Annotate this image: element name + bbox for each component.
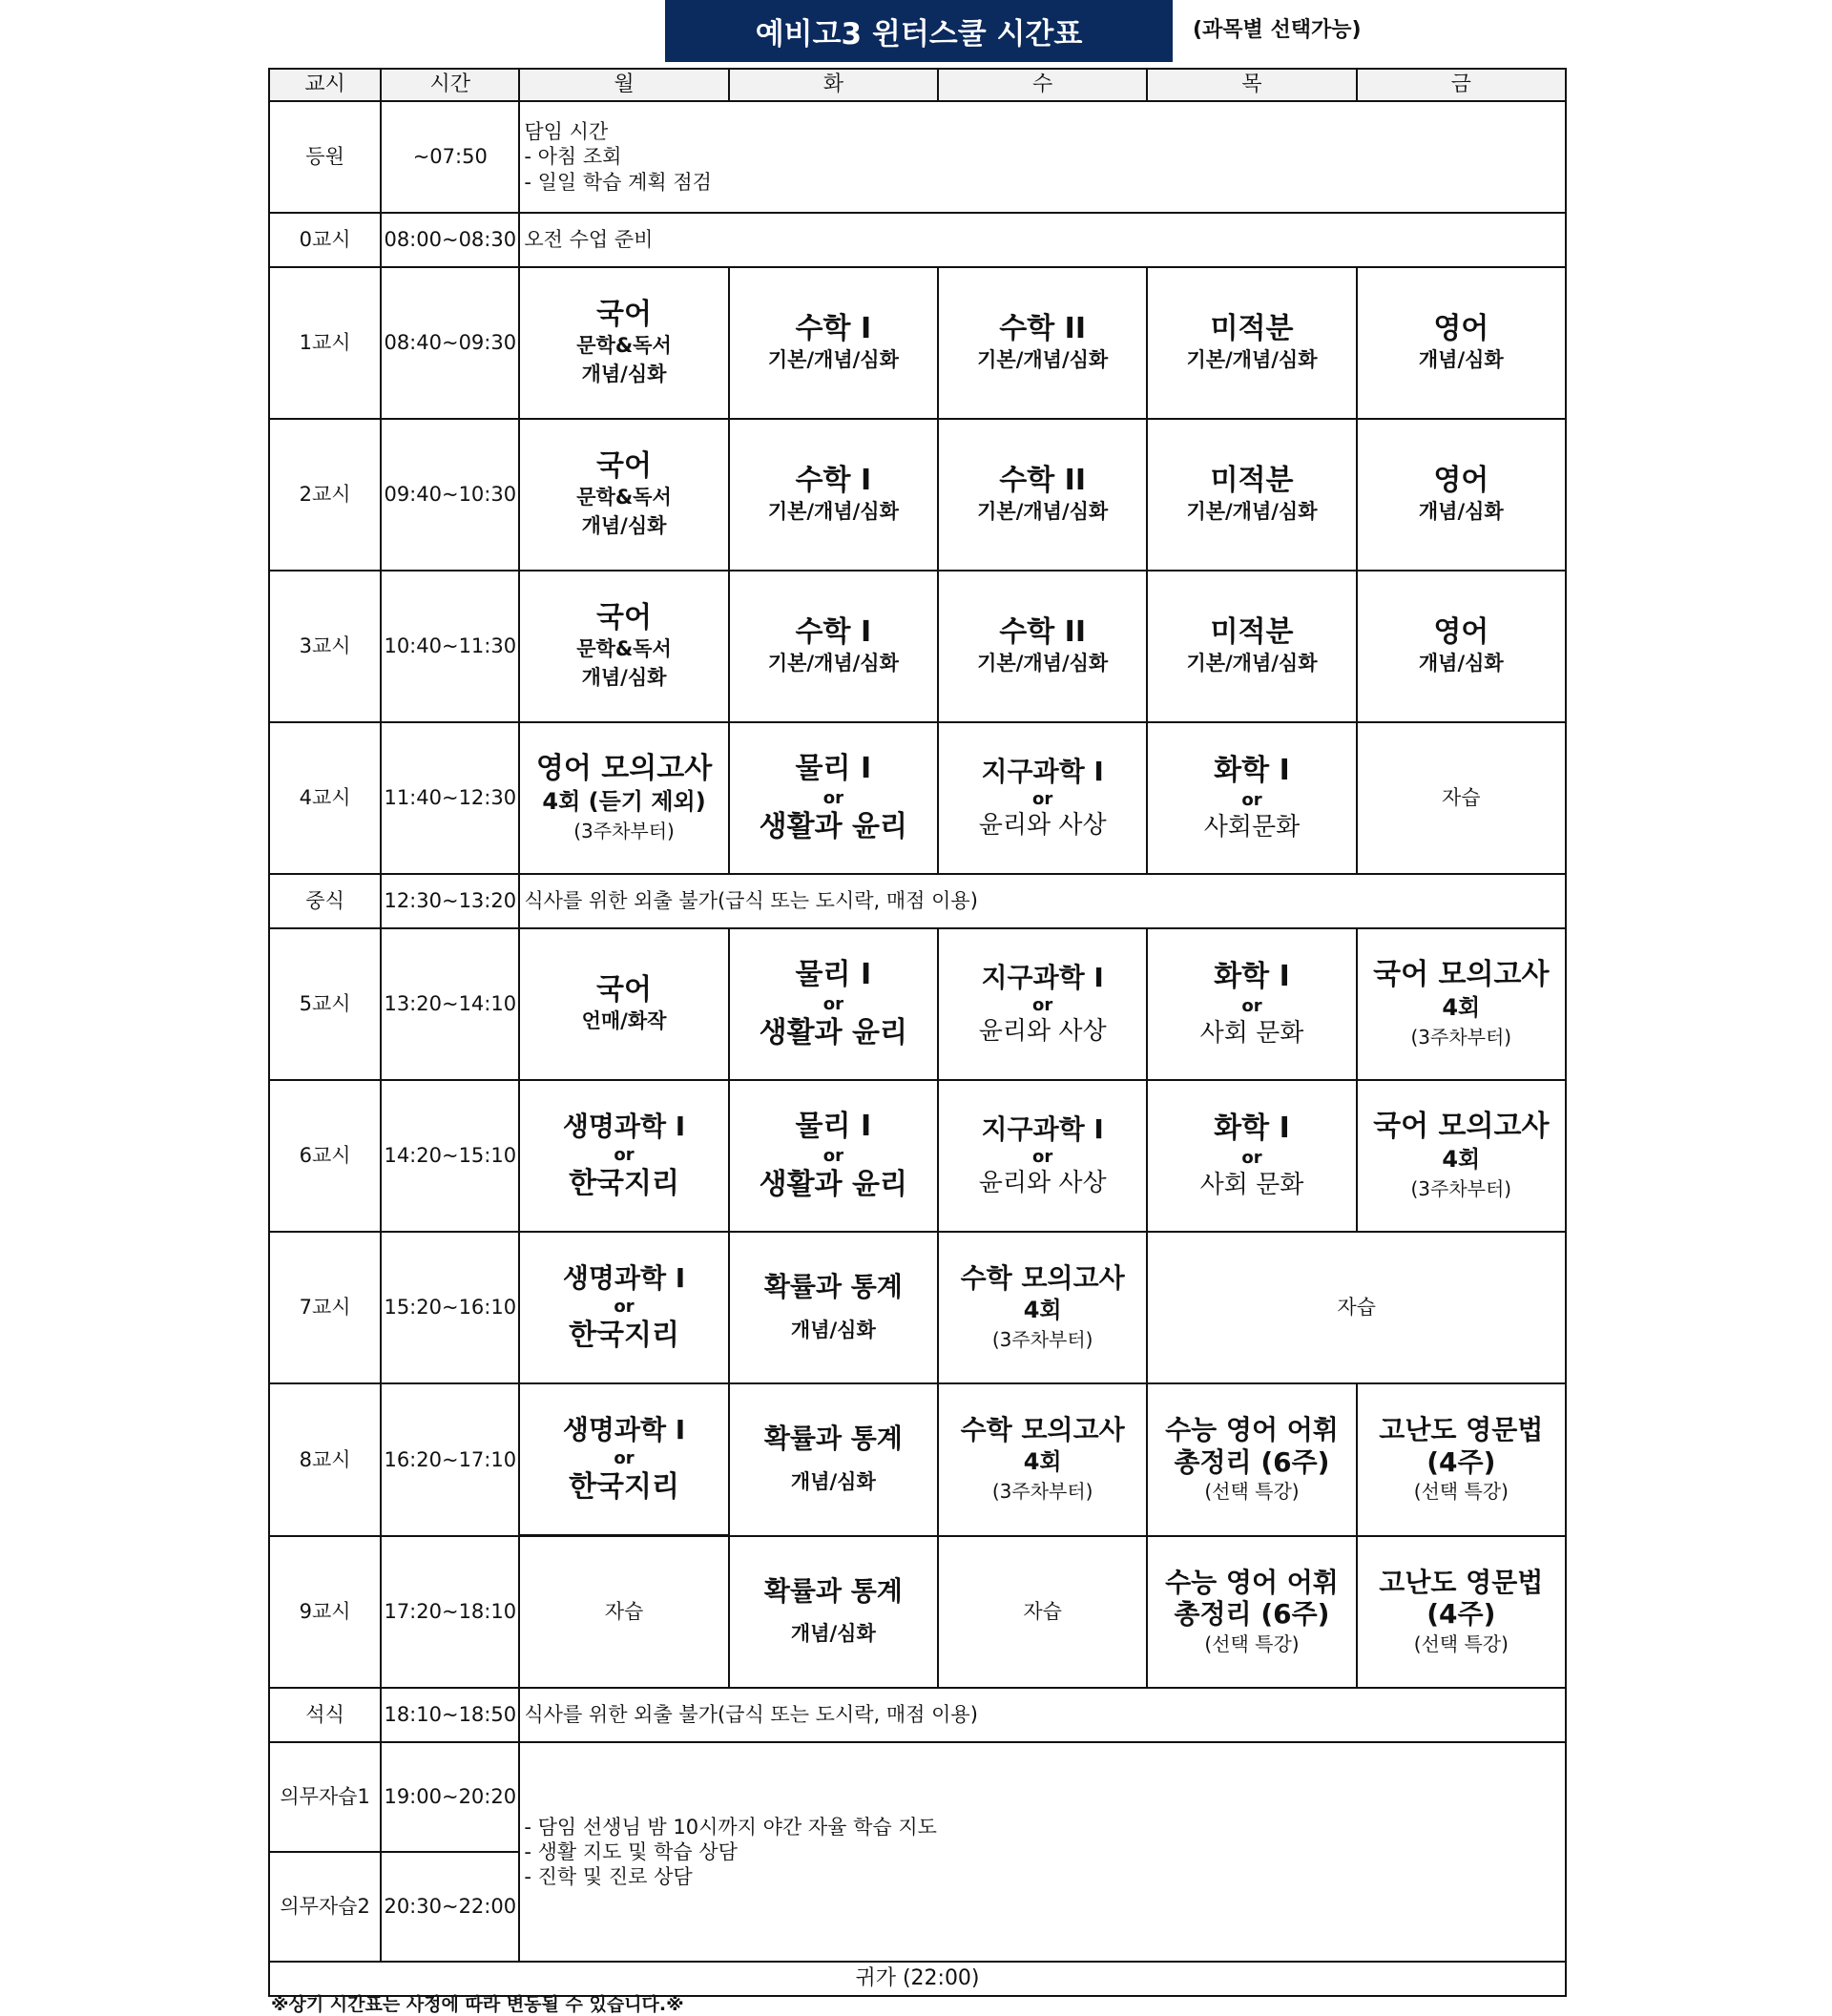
period-label: 의무자습1 xyxy=(269,1742,381,1852)
period-label: 8교시 xyxy=(269,1383,381,1536)
class-cell: 수학 II 기본/개념/심화 xyxy=(938,267,1147,419)
class-cell: 고난도 영문법 (4주) (선택 특강) xyxy=(1357,1383,1566,1536)
note-line: - 아침 조회 xyxy=(524,145,622,169)
class-cell: 수능 영어 어휘 총정리 (6주) (선택 특강) xyxy=(1147,1383,1356,1536)
period-label: 0교시 xyxy=(269,213,381,267)
class-cell: 미적분 기본/개념/심화 xyxy=(1147,419,1356,571)
period-label: 3교시 xyxy=(269,571,381,722)
period-label: 의무자습2 xyxy=(269,1852,381,1962)
col-header-mon: 월 xyxy=(519,69,728,101)
class-cell: 지구과학 I or 윤리와 사상 xyxy=(938,1080,1147,1232)
footnote: ※상기 시간표는 사정에 따라 변동될 수 있습니다.※ xyxy=(271,1994,684,2015)
period-label: 1교시 xyxy=(269,267,381,419)
class-cell: 국어 문학&독서 개념/심화 xyxy=(519,419,728,571)
class-cell: 미적분 기본/개념/심화 xyxy=(1147,267,1356,419)
class-cell: 화학 I or 사회 문화 xyxy=(1147,928,1356,1080)
class-cell: 확률과 통계 개념/심화 xyxy=(729,1383,938,1536)
row-period-3 xyxy=(269,571,1566,722)
period-label: 9교시 xyxy=(269,1536,381,1689)
class-cell: 수학 I 기본/개념/심화 xyxy=(729,419,938,571)
class-cell: 물리 I or 생활과 윤리 xyxy=(729,1080,938,1232)
time-label: 09:40~10:30 xyxy=(381,419,519,571)
class-cell: 미적분 기본/개념/심화 xyxy=(1147,571,1356,722)
class-cell: 화학 I or 사회 문화 xyxy=(1147,1080,1356,1232)
class-cell: 수능 영어 어휘 총정리 (6주) (선택 특강) xyxy=(1147,1536,1356,1689)
class-cell: 영어 개념/심화 xyxy=(1357,571,1566,722)
class-cell: 자습 xyxy=(519,1536,728,1689)
row-period-8 xyxy=(269,1383,1566,1536)
class-cell: 영어 개념/심화 xyxy=(1357,267,1566,419)
time-label: 16:20~17:10 xyxy=(381,1383,519,1536)
time-label: ~07:50 xyxy=(381,101,519,213)
time-label: 11:40~12:30 xyxy=(381,722,519,874)
page-subtitle: (과목별 선택가능) xyxy=(1193,18,1362,42)
class-cell: 수학 II 기본/개념/심화 xyxy=(938,571,1147,722)
time-label: 14:20~15:10 xyxy=(381,1080,519,1232)
period-label: 2교시 xyxy=(269,419,381,571)
col-header-thu: 목 xyxy=(1147,69,1356,101)
class-cell: 자습 xyxy=(938,1536,1147,1689)
note-line: - 생활 지도 및 학습 상담 xyxy=(524,1839,738,1863)
home-time: 귀가 (22:00) xyxy=(269,1962,1566,1996)
row-period-9 xyxy=(269,1536,1566,1689)
col-header-fri: 금 xyxy=(1357,69,1566,101)
class-cell: 국어 언매/화작 xyxy=(519,928,728,1080)
note-line: - 담임 선생님 밤 10시까지 야간 자율 학습 지도 xyxy=(524,1815,937,1839)
time-label: 12:30~13:20 xyxy=(381,874,519,928)
class-cell: 국어 모의고사 4회 (3주차부터) xyxy=(1357,1080,1566,1232)
class-cell: 생명과학 I or 한국지리 xyxy=(519,1383,728,1536)
time-label: 10:40~11:30 xyxy=(381,571,519,722)
row-period-4 xyxy=(269,722,1566,874)
note-line: - 일일 학습 계획 점검 xyxy=(524,170,712,194)
lunch-note: 식사를 위한 외출 불가(급식 또는 도시락, 매점 이용) xyxy=(519,874,1566,928)
row-study-1 xyxy=(269,1742,1566,1852)
class-cell: 지구과학 I or 윤리와 사상 xyxy=(938,722,1147,874)
time-label: 08:40~09:30 xyxy=(381,267,519,419)
row-period-1 xyxy=(269,267,1566,419)
class-cell: 수학 I 기본/개념/심화 xyxy=(729,267,938,419)
class-cell: 국어 문학&독서 개념/심화 xyxy=(519,267,728,419)
class-cell: 수학 I 기본/개념/심화 xyxy=(729,571,938,722)
period-label: 4교시 xyxy=(269,722,381,874)
class-cell: 확률과 통계 개념/심화 xyxy=(729,1536,938,1689)
study-note xyxy=(519,1742,1566,1962)
time-label: 18:10~18:50 xyxy=(381,1688,519,1742)
class-cell: 생명과학 I or 한국지리 xyxy=(519,1080,728,1232)
row-dinner xyxy=(269,1688,1566,1742)
class-cell: 생명과학 I or 한국지리 xyxy=(519,1232,728,1383)
arrival-note xyxy=(519,101,1566,213)
class-cell: 수학 모의고사 4회 (3주차부터) xyxy=(938,1232,1147,1383)
class-cell: 자습 xyxy=(1357,722,1566,874)
class-cell: 물리 I or 생활과 윤리 xyxy=(729,722,938,874)
class-cell: 화학 I or 사회문화 xyxy=(1147,722,1356,874)
period-label: 7교시 xyxy=(269,1232,381,1383)
dinner-note: 식사를 위한 외출 불가(급식 또는 도시락, 매점 이용) xyxy=(519,1688,1566,1742)
class-cell: 수학 II 기본/개념/심화 xyxy=(938,419,1147,571)
time-label: 08:00~08:30 xyxy=(381,213,519,267)
row-arrival xyxy=(269,101,1566,213)
row-period-2 xyxy=(269,419,1566,571)
period-label: 등원 xyxy=(269,101,381,213)
period-label: 6교시 xyxy=(269,1080,381,1232)
time-label: 19:00~20:20 xyxy=(381,1742,519,1852)
class-cell: 국어 문학&독서 개념/심화 xyxy=(519,571,728,722)
note-line: - 진학 및 진로 상담 xyxy=(524,1865,693,1889)
time-label: 15:20~16:10 xyxy=(381,1232,519,1383)
class-cell: 영어 개념/심화 xyxy=(1357,419,1566,571)
class-cell: 확률과 통계 개념/심화 xyxy=(729,1232,938,1383)
col-header-wed: 수 xyxy=(938,69,1147,101)
time-label: 17:20~18:10 xyxy=(381,1536,519,1689)
col-header-tue: 화 xyxy=(729,69,938,101)
class-cell: 물리 I or 생활과 윤리 xyxy=(729,928,938,1080)
class-cell: 수학 모의고사 4회 (3주차부터) xyxy=(938,1383,1147,1536)
class-cell: 고난도 영문법 (4주) (선택 특강) xyxy=(1357,1536,1566,1689)
page-title: 예비고3 윈터스쿨 시간표 xyxy=(665,0,1173,62)
class-cell: 국어 모의고사 4회 (3주차부터) xyxy=(1357,928,1566,1080)
row-lunch xyxy=(269,874,1566,928)
row-period-0 xyxy=(269,213,1566,267)
time-label: 20:30~22:00 xyxy=(381,1852,519,1962)
time-label: 13:20~14:10 xyxy=(381,928,519,1080)
period-label: 석식 xyxy=(269,1688,381,1742)
row-period-7 xyxy=(269,1232,1566,1383)
header-row xyxy=(269,69,1566,101)
col-header-time: 시간 xyxy=(381,69,519,101)
col-header-period: 교시 xyxy=(269,69,381,101)
note-line: 담임 시간 xyxy=(524,120,609,144)
class-cell: 영어 모의고사 4회 (듣기 제외) (3주차부터) xyxy=(519,722,728,874)
row-period-5 xyxy=(269,928,1566,1080)
period-0-note: 오전 수업 준비 xyxy=(519,213,1566,267)
period-label: 5교시 xyxy=(269,928,381,1080)
class-cell: 자습 xyxy=(1147,1232,1566,1383)
timetable xyxy=(268,68,1567,1997)
class-cell: 지구과학 I or 윤리와 사상 xyxy=(938,928,1147,1080)
row-period-6 xyxy=(269,1080,1566,1232)
period-label: 중식 xyxy=(269,874,381,928)
